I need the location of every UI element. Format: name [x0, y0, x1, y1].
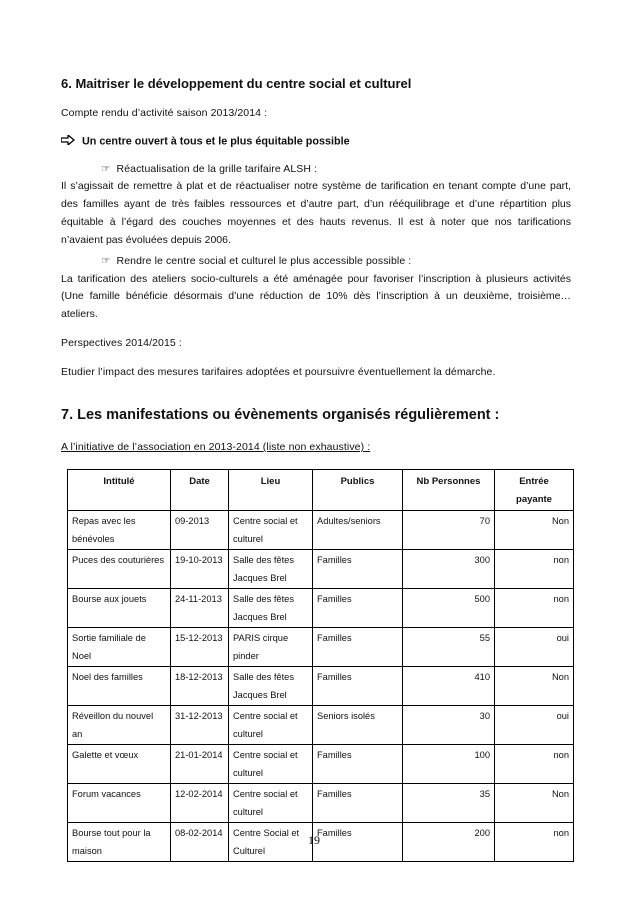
cell-nb-personnes: 35	[403, 784, 495, 823]
col-header-nb-personnes: Nb Personnes	[403, 470, 495, 511]
cell-intitule: Réveillon du nouvel an	[68, 706, 171, 745]
cell-entree-payante: oui	[495, 628, 574, 667]
item2-line: ateliers.	[61, 308, 98, 320]
cell-nb-personnes: 300	[403, 550, 495, 589]
table-row	[68, 745, 574, 784]
pointing-hand-icon: ☞	[101, 255, 111, 267]
item1-line: n’avaient pas évoluées depuis 2006.	[61, 234, 231, 246]
cell-lieu: Centre social et culturel	[229, 706, 313, 745]
cell-publics: Adultes/seniors	[313, 511, 403, 550]
cell-entree-payante: non	[495, 550, 574, 589]
cell-entree-payante: non	[495, 823, 574, 862]
col-header-publics: Publics	[313, 470, 403, 511]
cell-entree-payante: Non	[495, 511, 574, 550]
table-row	[68, 628, 574, 667]
cell-entree-payante: non	[495, 589, 574, 628]
cell-publics: Familles	[313, 667, 403, 706]
cell-intitule: Puces des couturières	[68, 550, 171, 589]
cell-intitule: Sortie familiale de Noel	[68, 628, 171, 667]
cell-lieu: Centre social et culturel	[229, 784, 313, 823]
right-arrow-icon	[61, 135, 75, 148]
cell-intitule: Repas avec les bénévoles	[68, 511, 171, 550]
cell-date: 12-02-2014	[171, 784, 229, 823]
cell-lieu: Centre Social et Culturel	[229, 823, 313, 862]
events-table	[67, 469, 574, 862]
table-row	[68, 667, 574, 706]
perspectives-title: Perspectives 2014/2015 :	[61, 337, 182, 349]
cell-nb-personnes: 70	[403, 511, 495, 550]
item1-title: Réactualisation de la grille tarifaire ALSH :	[116, 163, 318, 175]
cell-publics: Seniors isolés	[313, 706, 403, 745]
table-row	[68, 550, 574, 589]
col-header-date: Date	[171, 470, 229, 511]
table-row	[68, 589, 574, 628]
section-6-title: 6. Maitriser le développement du centre social et culturel	[61, 76, 412, 91]
compte-rendu-label: Compte rendu d’activité saison 2013/2014 :	[61, 107, 268, 119]
table-row	[68, 784, 574, 823]
item1-line: équitable à l’égard des couches moyennes et des hauts revenus. Il est à noter que nos tarifications	[61, 216, 571, 228]
cell-lieu: Centre social et culturel	[229, 745, 313, 784]
cell-publics: Familles	[313, 550, 403, 589]
cell-nb-personnes: 30	[403, 706, 495, 745]
cell-entree-payante: Non	[495, 667, 574, 706]
cell-date: 09-2013	[171, 511, 229, 550]
cell-lieu: Salle des fêtes Jacques Brel	[229, 667, 313, 706]
col-header-intitule: Intitulé	[68, 470, 171, 511]
cell-publics: Familles	[313, 589, 403, 628]
cell-date: 08-02-2014	[171, 823, 229, 862]
headline-row	[61, 135, 350, 148]
table-row	[68, 823, 574, 862]
cell-date: 19-10-2013	[171, 550, 229, 589]
cell-date: 21-01-2014	[171, 745, 229, 784]
perspectives-text: Etudier l’impact des mesures tarifaires adoptées et poursuivre éventuellement la démarche.	[61, 366, 496, 378]
cell-publics: Familles	[313, 784, 403, 823]
cell-lieu: Salle des fêtes Jacques Brel	[229, 550, 313, 589]
cell-date: 15-12-2013	[171, 628, 229, 667]
cell-nb-personnes: 500	[403, 589, 495, 628]
item1-line: des familles ayant de très faibles ressources et d’autre part, d’un rééquilibrage et d’une répartition plus	[61, 198, 571, 210]
cell-nb-personnes: 55	[403, 628, 495, 667]
cell-nb-personnes: 200	[403, 823, 495, 862]
cell-intitule: Bourse aux jouets	[68, 589, 171, 628]
page-number: 19	[308, 833, 320, 847]
cell-nb-personnes: 100	[403, 745, 495, 784]
pointing-hand-icon: ☞	[101, 163, 111, 175]
table-header-row	[68, 470, 574, 511]
col-header-lieu: Lieu	[229, 470, 313, 511]
cell-nb-personnes: 410	[403, 667, 495, 706]
item2-line: La tarification des ateliers socio-culturels a été aménagée pour favoriser l’inscription à plusieurs activités	[61, 273, 571, 285]
cell-date: 18-12-2013	[171, 667, 229, 706]
section-7-subtitle: A l’initiative de l’association en 2013-2014 (liste non exhaustive) :	[61, 441, 371, 453]
cell-entree-payante: Non	[495, 784, 574, 823]
cell-entree-payante: non	[495, 745, 574, 784]
cell-entree-payante: oui	[495, 706, 574, 745]
item1-line: Il s’agissait de remettre à plat et de réactualiser notre système de tarification en tenant compte d’une part,	[61, 180, 571, 192]
cell-lieu: Salle des fêtes Jacques Brel	[229, 589, 313, 628]
cell-lieu: Centre social et culturel	[229, 511, 313, 550]
cell-publics: Familles	[313, 823, 403, 862]
cell-publics: Familles	[313, 628, 403, 667]
table-row	[68, 511, 574, 550]
item1-title-row	[101, 163, 317, 175]
cell-publics: Familles	[313, 745, 403, 784]
cell-intitule: Noel des familles	[68, 667, 171, 706]
item2-title: Rendre le centre social et culturel le plus accessible possible :	[116, 255, 412, 267]
cell-intitule: Forum vacances	[68, 784, 171, 823]
headline-text: Un centre ouvert à tous et le plus équitable possible	[82, 135, 350, 148]
item2-title-row	[101, 255, 411, 267]
table-row	[68, 706, 574, 745]
cell-intitule: Bourse tout pour la maison	[68, 823, 171, 862]
cell-date: 24-11-2013	[171, 589, 229, 628]
item2-line: (Une famille bénéficie désormais d’une réduction de 10% dès l’inscription à un deuxième, troisième…	[61, 290, 571, 302]
col-header-entree-payante: Entrée payante	[495, 470, 574, 511]
cell-lieu: PARIS cirque pinder	[229, 628, 313, 667]
section-7-title: 7. Les manifestations ou évènements organisés régulièrement :	[61, 407, 500, 423]
cell-date: 31-12-2013	[171, 706, 229, 745]
cell-intitule: Galette et vœux	[68, 745, 171, 784]
